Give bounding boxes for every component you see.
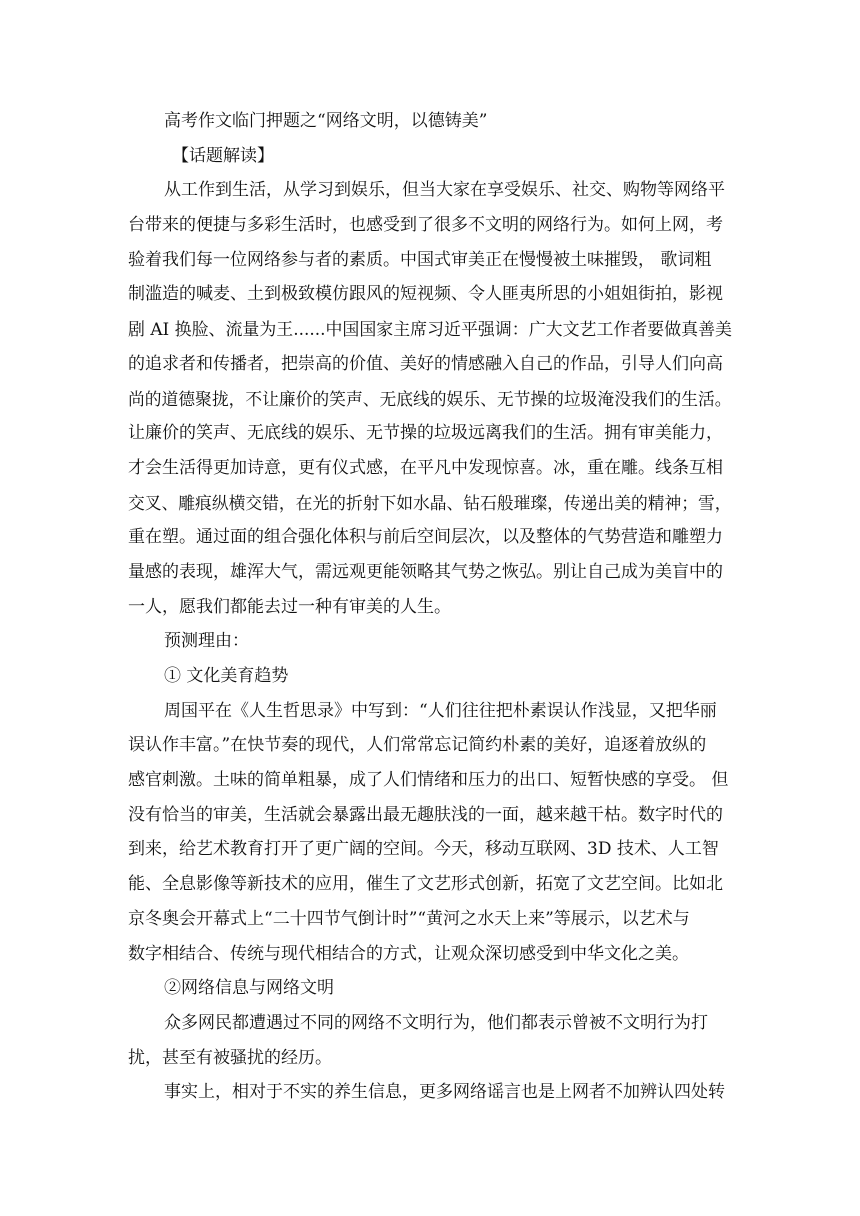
text-line: 数字相结合、传统与现代相结合的方式，让观众深切感受到中华文化之美。 [128, 943, 689, 964]
text-line: 从工作到生活，从学习到娱乐，但当大家在享受娱乐、社交、购物等网络平 [164, 180, 725, 201]
reason-2-heading: ②网络信息与网络文明 [164, 978, 334, 999]
text-line: 剧 AI 换脸、流量为王......中国国家主席习近平强调：广大文艺工作者要做真善美 [128, 319, 732, 340]
section-heading: 【话题解读】 [172, 145, 274, 166]
text-line: 扰，甚至有被骚扰的经历。 [128, 1047, 332, 1068]
reason-2-paragraph-2 [128, 1075, 732, 1110]
text-line: 京冬奥会开幕式上“二十四节气倒计时”“黄河之水天上来”等展示，以艺术与 [128, 908, 690, 929]
text-line: 量感的表现，雄浑大气，需远观更能领略其气势之恢弘。别让自己成为美盲中的 [128, 561, 723, 582]
text-line: 尚的道德聚拢，不让廉价的笑声、无底线的娱乐、无节操的垃圾淹没我们的生活。 [128, 388, 732, 409]
text-line: 让廉价的笑声、无底线的娱乐、无节操的垃圾远离我们的生活。拥有审美能力， [128, 423, 723, 444]
text-line: 能、全息影像等新技术的应用，催生了文艺形式创新，拓宽了文艺空间。比如北 [128, 874, 723, 895]
text-line: 重在塑。通过面的组合强化体积与前后空间层次，以及整体的气势营造和雕塑力 [128, 527, 723, 548]
text-line: 制滥造的喊麦、土到极致模仿跟风的短视频、令人匪夷所思的小姐姐街拍，影视 [128, 284, 723, 305]
text-line: 台带来的便捷与多彩生活时，也感受到了很多不文明的网络行为。如何上网，考 [128, 215, 723, 236]
text-line: 周国平在《人生哲思录》中写到：“人们往往把朴素误认作浅显，又把华丽 [164, 700, 717, 721]
text-line: 事实上，相对于不实的养生信息，更多网络谣言也是上网者不加辨认四处转 [164, 1082, 725, 1103]
reason-1-paragraph [128, 694, 732, 972]
text-line: 没有恰当的审美，生活就会暴露出最无趣肤浅的一面，越来越干枯。数字时代的 [128, 804, 723, 825]
text-line: 验着我们每一位网络参与者的素质。中国式审美正在慢慢被土味摧毁， 歌词粗 [128, 249, 712, 270]
reason-2-paragraph-1 [128, 1006, 732, 1075]
text-line: 误认作丰富。”在快节奏的现代，人们常常忘记简约朴素的美好，追逐着放纵的 [128, 735, 707, 756]
prediction-heading: 预测理由： [164, 631, 249, 652]
text-line: 众多网民都遭遇过不同的网络不文明行为，他们都表示曾被不文明行为打 [164, 1012, 708, 1033]
text-line: 才会生活得更加诗意，更有仪式感，在平凡中发现惊喜。冰，重在雕。线条互相 [128, 457, 723, 478]
reason-1-heading: ① 文化美育趋势 [164, 666, 289, 686]
text-line: 感官刺激。土味的简单粗暴，成了人们情绪和压力的出口、短暂快感的享受。 但 [128, 770, 729, 791]
document-title: 高考作文临门押题之“网络文明，以德铸美” [164, 111, 488, 131]
text-line: 一人，愿我们都能去过一种有审美的人生。 [128, 596, 451, 617]
topic-interpretation-paragraph [128, 173, 732, 624]
text-line: 的追求者和传播者，把崇高的价值、美好的情感融入自己的作品，引导人们向高 [128, 353, 723, 374]
text-line: 到来，给艺术教育打开了更广阔的空间。今天，移动互联网、3D 技术、人工智 [128, 839, 719, 860]
document-body [128, 104, 732, 1110]
text-line: 交叉、雕痕纵横交错，在光的折射下如水晶、钻石般璀璨，传递出美的精神；雪， [128, 492, 732, 513]
